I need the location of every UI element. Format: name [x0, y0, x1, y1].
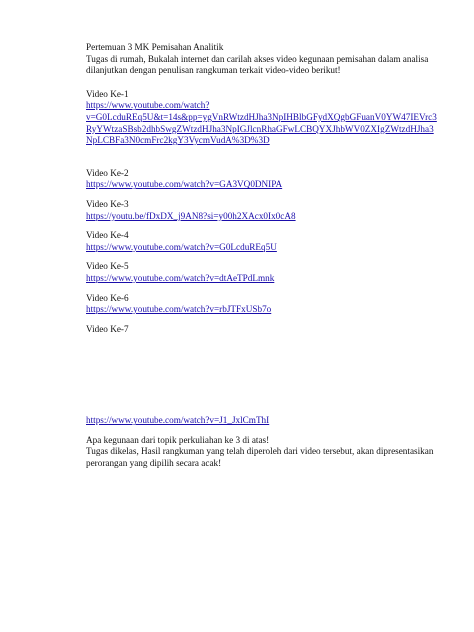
- spacer: [86, 222, 436, 230]
- video-label-4: Video Ke-4: [86, 230, 129, 241]
- video-link-3[interactable]: https://youtu.be/fDxDX_j9AN8?si=y00h2XAcx0Ix0cA8: [86, 210, 296, 221]
- video-label-1: Video Ke-1: [86, 88, 129, 99]
- video-link-1-line-3[interactable]: RyYWtzaSBsb2dhbSwgZWtzdHJha3NpIGJlcnRhaGFwLCBQYXJhbWV0ZXIgZWtzdHJha3: [86, 123, 434, 134]
- intro-line-1: Tugas di rumah, Bukalah internet dan carilah akses video kegunaan pemisahan dalam analisa: [86, 53, 429, 64]
- video-label-6: Video Ke-6: [86, 292, 129, 303]
- video-item-5: [86, 261, 436, 284]
- video-item-4: [86, 230, 436, 253]
- video-link-5[interactable]: https://www.youtube.com/watch?v=dtAeTPdLmnk: [86, 272, 275, 283]
- video-item-2: [86, 168, 436, 191]
- video-item-1: [86, 89, 436, 147]
- video-link-1-line-4[interactable]: NpLCBFa3N0cmFrc2kgY3VycmVudA%3D%3D: [86, 135, 270, 146]
- spacer: [86, 335, 436, 415]
- intro-line-2: dilanjutkan dengan penulisan rangkuman terkait video-video berikut!: [86, 65, 341, 76]
- video-link-2[interactable]: https://www.youtube.com/watch?v=GA3VQ0DNIPA: [86, 179, 283, 190]
- video-link-4[interactable]: https://www.youtube.com/watch?v=G0LcduREq5U: [86, 241, 277, 252]
- spacer: [86, 147, 436, 168]
- video-link-7[interactable]: https://www.youtube.com/watch?v=J1_JxlCmThI: [86, 415, 270, 426]
- video-label-7: Video Ke-7: [86, 323, 129, 334]
- spacer: [86, 191, 436, 199]
- spacer: [86, 253, 436, 261]
- closing-question: Apa kegunaan dari topik perkuliahan ke 3 di atas!: [86, 434, 270, 445]
- closing-task-line-1: Tugas dikelas, Hasil rangkuman yang telah diperoleh dari video tersebut, akan dipresentasikan: [86, 446, 434, 457]
- closing-paragraph: [86, 435, 436, 470]
- video-link-1-line-2[interactable]: v=G0LcduREq5U&t=14s&pp=ygVnRWtzdHJha3NpIHBlbGFydXQgbGFuanV0YW47IEVrc3: [86, 111, 437, 122]
- spacer: [86, 316, 436, 324]
- video-link-6[interactable]: https://www.youtube.com/watch?v=rbJTFxUSb7o: [86, 304, 272, 315]
- intro-paragraph: [86, 54, 436, 77]
- spacer: [86, 77, 436, 89]
- video-item-6: [86, 293, 436, 316]
- spacer: [86, 285, 436, 293]
- spacer: [86, 427, 436, 435]
- video-label-2: Video Ke-2: [86, 167, 129, 178]
- video-item-7: [86, 324, 436, 427]
- doc-title: Pertemuan 3 MK Pemisahan Analitik: [86, 42, 224, 52]
- video-item-3: [86, 199, 436, 222]
- document-page: [86, 42, 436, 470]
- closing-task-line-2: perorangan yang dipilih secara acak!: [86, 458, 222, 469]
- video-label-3: Video Ke-3: [86, 198, 129, 209]
- video-link-1-line-1[interactable]: https://www.youtube.com/watch?: [86, 100, 210, 111]
- video-label-5: Video Ke-5: [86, 261, 129, 272]
